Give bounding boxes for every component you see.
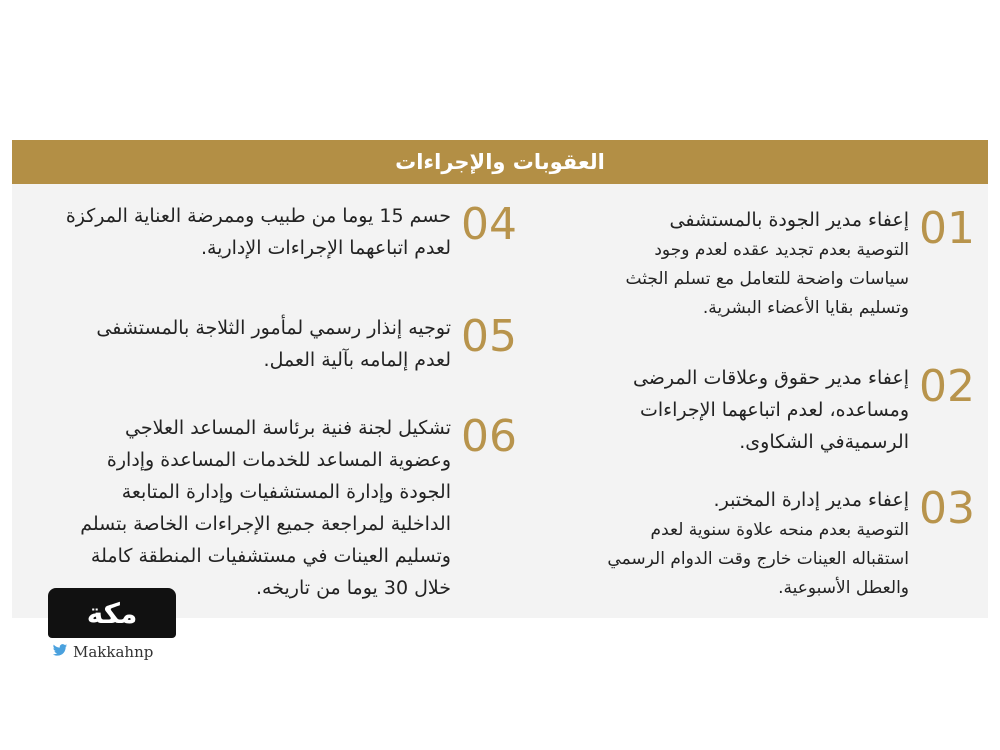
list-item-01: [575, 204, 975, 323]
item-line: ومساعده، لعدم اتباعهما الإجراءات: [640, 399, 909, 421]
list-item-06: [20, 412, 517, 604]
item-number: 03: [919, 483, 975, 534]
item-line: الرسميةفي الشكاوى.: [739, 431, 909, 453]
page-title: العقوبات والإجراءات: [395, 150, 605, 174]
item-line: لعدم إلمامه بآلية العمل.: [263, 349, 451, 371]
item-line: خلال 30 يوما من تاريخه.: [256, 577, 451, 599]
makkah-logo: [48, 588, 178, 666]
item-line: الداخلية لمراجعة جميع الإجراءات الخاصة بتسلم: [80, 513, 451, 535]
item-number: 02: [919, 361, 975, 412]
item-line: التوصية بعدم تجديد عقده لعدم وجود: [654, 240, 909, 260]
item-line: لعدم اتباعهما الإجراءات الإدارية.: [200, 237, 451, 259]
list-item-05: [50, 312, 517, 376]
twitter-handle: [48, 642, 178, 661]
item-line: استقباله العينات خارج وقت الدوام الرسمي: [607, 549, 909, 569]
item-line: التوصية بعدم منحه علاوة سنوية لعدم: [650, 520, 909, 540]
item-heading: إعفاء مدير حقوق وعلاقات المرضى: [632, 367, 909, 389]
item-line: تشكيل لجنة فنية برئاسة المساعد العلاجي: [125, 417, 451, 439]
list-item-04: [22, 200, 517, 264]
item-number: 05: [461, 311, 517, 362]
item-heading: إعفاء مدير إدارة المختبر.: [713, 489, 909, 511]
item-line: سياسات واضحة للتعامل مع تسلم الجثث: [625, 269, 909, 289]
twitter-bird-icon: [52, 642, 68, 661]
item-line: وتسليم بقايا الأعضاء البشرية.: [702, 298, 909, 318]
list-item-02: [575, 362, 975, 458]
twitter-handle-text: Makkahnp: [73, 642, 154, 661]
item-heading: إعفاء مدير الجودة بالمستشفى: [669, 209, 909, 231]
item-line: والعطل الأسبوعية.: [778, 578, 909, 598]
title-bar: [12, 140, 988, 184]
item-line: وعضوية المساعد للخدمات المساعدة وإدارة: [106, 449, 451, 471]
list-item-03: [560, 484, 975, 603]
item-line: الجودة وإدارة المستشفيات وإدارة المتابعة: [121, 481, 451, 503]
item-number: 06: [461, 411, 517, 462]
item-line: وتسليم العينات في مستشفيات المنطقة كاملة: [90, 545, 451, 567]
item-number: 04: [461, 199, 517, 250]
item-line: حسم 15 يوما من طبيب وممرضة العناية المركزة: [65, 205, 451, 227]
item-number: 01: [919, 203, 975, 254]
logo-wordmark: مكة: [48, 588, 176, 638]
item-line: توجيه إنذار رسمي لمأمور الثلاجة بالمستشفى: [96, 317, 451, 339]
